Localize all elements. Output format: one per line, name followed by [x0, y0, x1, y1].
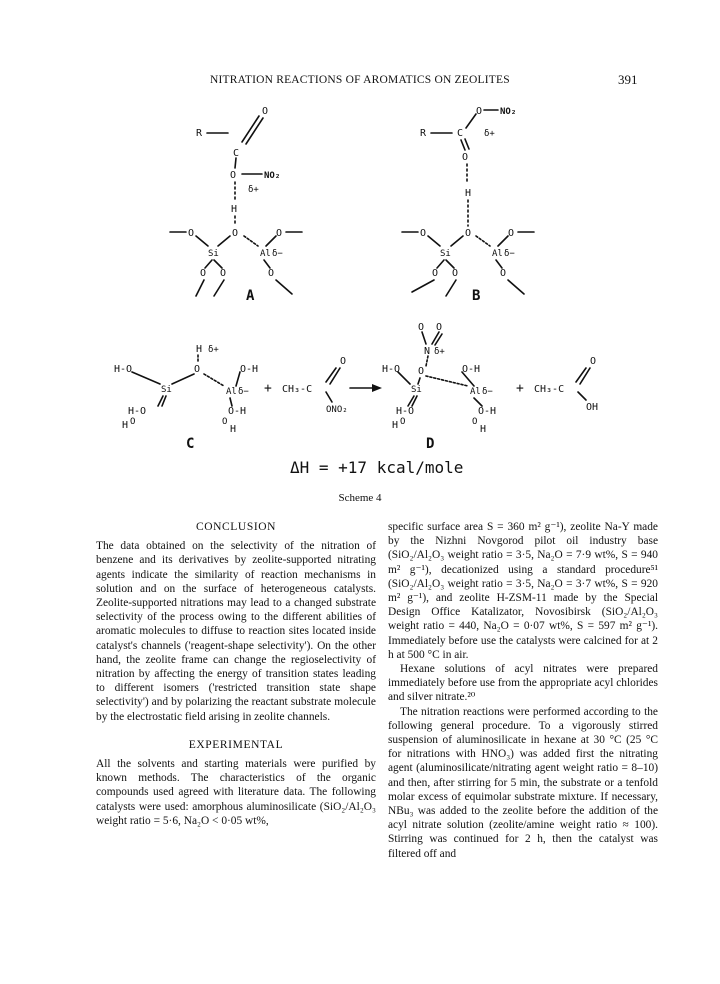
atom-label: O [476, 106, 483, 117]
atom-label: O [500, 268, 507, 279]
experimental-paragraph-1-continued: specific surface area S = 360 m² g⁻¹), zeolite Na-Y made by the Nizhni Novgorod pilot oil industry base (SiO₂/Al₂O₃ weight ratio = 3·5, Na₂O = 7·9 wt%, S = 940 m² g⁻¹), decationized using a standard procedure⁵¹ (SiO₂/Al₂O₃ weight ratio = 3·5, Na₂O = 3·7 wt%, S = 920 m² g⁻¹), and zeolite H-ZSM-11 made by the Special Design Office Katalizator, Novosibirsk (SiO₂/Al₂O₃ weight ratio = 440, Na₂O = 0·07 wt%, S = 597 m² g⁻¹). Immediately before use the catalysts were calcined for at 2 h at 500 °C in air. [388, 521, 658, 661]
structure-label-a: A [246, 288, 255, 304]
atom-label: O [436, 322, 443, 333]
atom-label: O [465, 228, 472, 239]
delta-label: δ+ [484, 129, 495, 139]
structure-label-c: C [186, 436, 195, 452]
atom-label: O [340, 356, 347, 367]
atom-label: O [268, 268, 275, 279]
atom-label: Al [492, 249, 503, 259]
plus-sign: + [516, 381, 524, 396]
delta-label: δ− [482, 387, 493, 397]
experimental-paragraph-2: Hexane solutions of acyl nitrates were prepared immediately before use from the appropriate acyl chlorides and silver nitrate.²⁰ [388, 663, 658, 704]
atom-label: H [231, 204, 238, 215]
reaction-arrow [350, 384, 382, 392]
atom-label: O [432, 268, 439, 279]
right-column [388, 520, 658, 861]
atom-label: H [392, 420, 399, 431]
atom-label: O [420, 228, 427, 239]
structure-label-b: B [472, 288, 481, 304]
conclusion-text: The data obtained on the selectivity of the nitration of benzene and its derivatives by zeolite-supported nitrating agents indicate the similarity of reaction mechanisms in solution and on the surface of heterogeneous catalysts. Zeolite-supported nitrations may lead to a changed substrate selectivity of the process owing to the different abilities of aromatic molecules to diffuse to reaction sites located inside catalyst's channels ('reagent-shape selectivity'). On the other hand, the zeolite frame can change the regioselectivity of nitration by affecting the energy of transition states leading to different isomers ('restricted transition state shape selectivity') and by polarizing the reactant substrate molecule by the electrostatic field arising in zeolite channels. [96, 540, 376, 723]
atom-label: Si [411, 385, 422, 395]
atom-label: H-O [128, 406, 147, 417]
atom-label: H [230, 424, 237, 435]
page-number: 391 [618, 72, 638, 87]
atom-label: O-H [478, 406, 497, 417]
atom-label: H [122, 420, 129, 431]
atom-label: O [452, 268, 459, 279]
delta-label: δ+ [434, 347, 445, 357]
atom-label: O [276, 228, 283, 239]
experimental-paragraph-3: The nitration reactions were performed according to the following general procedure. To a vigorously stirred suspension of aluminosilicate in hexane at 30 °C (25 °C for nitrations with HNO₃) was added first the nitrating agent (aluminosilicate/nitrating agent weight ratio = 8–10) and then, after stirring for 5 min, the substrate or a tenfold molar excess of equimolar substrate mixture. If necessary, NBu₃ was added to the zeolite before the addition of the acyl nitrate solution (zeolite/amine weight ratio ≈ 100). Stirring was continued for 2 h, then the catalyst was filtered off and [388, 705, 658, 860]
enthalpy-label: ΔH = +17 kcal/mole [290, 458, 464, 477]
atom-label: O [194, 364, 201, 375]
atom-label: O [400, 417, 406, 427]
delta-label: δ− [504, 249, 515, 259]
atom-label: H-O [114, 364, 133, 375]
reaction-scheme [0, 96, 720, 488]
atom-label: O [508, 228, 515, 239]
experimental-paragraph-1: All the solvents and starting materials were purified by known methods. The characteristics of the organic compounds used agreed with literature data. The following catalysts were used: amorphous aluminosilicate (SiO₂/Al₂O₃ weight ratio = 5·6, Na₂O < 0·05 wt%, [96, 758, 376, 827]
atom-label: NO₂ [500, 107, 517, 117]
atom-label: O [220, 268, 227, 279]
atom-label: Si [161, 385, 172, 395]
structure-a [170, 106, 302, 304]
conclusion-heading: CONCLUSION [195, 521, 277, 533]
atom-label: O-H [240, 364, 259, 375]
atom-label: C [457, 128, 464, 139]
atom-label: O [188, 228, 195, 239]
atom-label: H-O [382, 364, 401, 375]
structure-c [114, 344, 348, 452]
atom-label: O [200, 268, 207, 279]
delta-label: δ+ [248, 185, 259, 195]
atom-label: H [465, 188, 472, 199]
atom-label: O [418, 366, 425, 377]
atom-label: H [196, 344, 203, 355]
atom-label: O [462, 152, 469, 163]
atom-label: Al [260, 249, 271, 259]
structure-d [382, 322, 598, 452]
atom-label: ONO₂ [326, 405, 348, 415]
structure-b [402, 106, 534, 304]
atom-label: O [418, 322, 425, 333]
atom-label: Si [208, 249, 219, 259]
delta-label: δ+ [208, 345, 219, 355]
atom-label: N [424, 346, 431, 357]
atom-label: Al [470, 387, 481, 397]
atom-label: O [590, 356, 597, 367]
scheme-caption: Scheme 4 [338, 492, 382, 504]
atom-label: Al [226, 387, 237, 397]
atom-label: CH₃-C [534, 384, 565, 395]
experimental-heading: EXPERIMENTAL [188, 738, 284, 751]
atom-label: H [480, 424, 487, 435]
atom-label: OH [586, 402, 599, 413]
atom-label: CH₃-C [282, 384, 313, 395]
plus-sign: + [264, 381, 272, 396]
atom-label: C [233, 148, 240, 159]
atom-label: O [232, 228, 239, 239]
atom-label: O [262, 106, 269, 117]
atom-label: O [130, 417, 136, 427]
atom-label: R [196, 128, 203, 139]
atom-label: O-H [462, 364, 481, 375]
delta-label: δ− [238, 387, 249, 397]
atom-label: Si [440, 249, 451, 259]
atom-label: O [230, 170, 237, 181]
atom-label: O-H [228, 406, 247, 417]
running-header: NITRATION REACTIONS OF AROMATICS ON ZEOLITES [210, 74, 510, 86]
atom-label: O [472, 417, 478, 427]
left-column [96, 520, 376, 828]
atom-label: NO₂ [264, 171, 281, 181]
atom-label: H-O [396, 406, 415, 417]
atom-label: R [420, 128, 427, 139]
delta-label: δ− [272, 249, 283, 259]
atom-label: O [222, 417, 228, 427]
structure-label-d: D [426, 436, 435, 452]
